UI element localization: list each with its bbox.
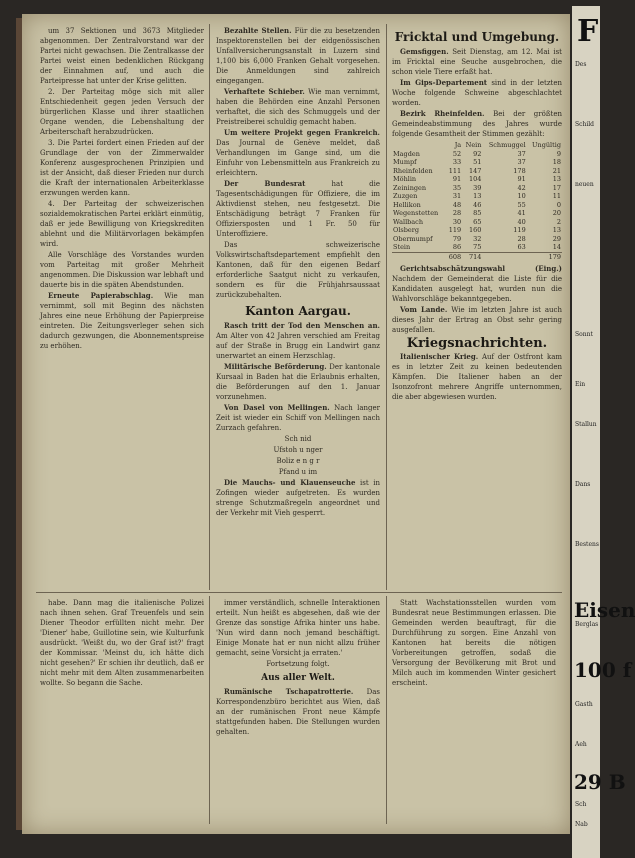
adjacent-text-line: Bestens	[575, 541, 599, 548]
adjacent-text-line: Aeh	[575, 741, 587, 748]
adjacent-text-line: Sch	[575, 801, 587, 808]
table-cell: 10	[517, 192, 526, 200]
table-header: Schmuggel	[488, 141, 526, 149]
news-item-heading: Militärische Beförderung.	[224, 362, 327, 371]
news-item	[392, 47, 562, 77]
table-header: Ja	[454, 141, 462, 149]
table-row	[392, 218, 562, 227]
table-cell: 30	[452, 217, 462, 226]
table-cell: 51	[473, 158, 482, 166]
news-item-heading: Italienischer Krieg.	[400, 352, 479, 361]
table-cell: 86	[452, 243, 462, 251]
adjacent-ad-heading: 29 B	[574, 770, 626, 794]
table-cell: 119	[513, 226, 526, 234]
table-cell: 28	[452, 209, 462, 217]
news-item-heading: Vom Lande.	[400, 305, 448, 314]
news-item	[392, 109, 562, 139]
table-cell: 91	[517, 175, 526, 183]
news-item-text: ist in Zofingen wieder aufgetreten. Es wurden strenge Schutzmaßregeln angeordnet und der Verkehr mit Vieh gesperrt.	[216, 479, 380, 517]
table-cell: 55	[517, 200, 526, 209]
news-item	[216, 128, 380, 178]
news-item-heading: Um weitere Projekt gegen Frankreich.	[224, 128, 380, 137]
table-cell: 714	[462, 252, 482, 261]
table-cell: Mumpf	[393, 158, 417, 166]
table-cell: 48	[452, 200, 462, 209]
table-cell: 178	[513, 166, 526, 175]
table-cell: 28	[517, 234, 526, 243]
table-cell: 39	[473, 183, 482, 192]
table-cell: 111	[448, 166, 462, 175]
fold-rule	[36, 592, 562, 593]
adjacent-text-line: Dans	[575, 481, 591, 488]
news-item-text: hat die Tagesentschädigungen für Offiziere, die im Aktivdienst stehen, neu festgesetzt. Die Entschädigung beträgt 7 Franken für Offiziersposten und 1 Fr. 50 für Unteroffiziere.	[216, 180, 380, 238]
table-cell: Olsberg	[393, 226, 420, 234]
news-item-text: Der kantonale Kursaal in Baden hat die Erlaubnis erhalten, die Beförderungen auf den 1. Januar vorzunehmen.	[216, 363, 381, 401]
news-item-heading: Die Mauchs- und Klauenseuche	[224, 478, 356, 487]
column-rule	[209, 596, 210, 824]
news-item-heading: Bezirk Rheinfelden.	[400, 109, 485, 118]
table-cell: 13	[473, 192, 482, 200]
news-item	[216, 687, 380, 737]
adjacent-text-line: Gasth	[575, 701, 593, 708]
paragraph: habe. Dann mag die italienische Polizei nach ihnen sehen. Graf Treuenfels und sein Diener Theodor erfüllten nicht mehr. Der 'Diener' habe, Guillotine sein, wie Kulturfunk ausdrückt. 'Weißt du, wo der Graf ist?' fragt der Kommissar. 'Meinst du, ich hätte dich nicht gesehen?' Er schien ihr deutlich, daß er nicht mehr mit dem Alten zusammenarbeiten wollte. So begann die Sache.	[40, 599, 204, 687]
table-cell: Zuzgen	[393, 192, 418, 200]
column-rule	[386, 596, 387, 824]
table-cell: Rheinfelden	[393, 166, 433, 175]
table-row	[392, 209, 562, 218]
poem-line: Pfand u im	[278, 468, 318, 476]
adjacent-ad-heading: Eisen	[574, 598, 635, 622]
section-title-world: Aus aller Welt.	[261, 673, 335, 683]
news-item	[216, 362, 380, 402]
news-item	[40, 291, 204, 351]
section-title-war: Kriegsnachrichten.	[406, 336, 548, 351]
table-cell: 11	[552, 192, 561, 200]
table-cell: 29	[552, 234, 561, 243]
news-item-text: Wie man vernimmt, haben die Behörden eine Anzahl Personen verhaftet, die sich des Schmuggels und der Preistreiberei schuldig gemacht haben.	[216, 88, 380, 126]
table-cell: 37	[517, 158, 526, 166]
news-item-text: Das Journal de Genève meldet, daß Verhandlungen im Gange sind, um die Einfuhr von Lebensmitteln aus Frankreich zu erleichtern.	[216, 139, 380, 177]
adjacent-text-line: Ein	[575, 381, 586, 388]
news-item	[216, 240, 380, 300]
table-cell: Wallbach	[393, 217, 424, 226]
news-item-heading: Verhaftete Schieber.	[224, 87, 305, 96]
paragraph: Alle Vorschläge des Vorstandes wurden vom Parteitag mit großer Mehrheit angenommen. Die Diskussion war lebhaft und dauerte bis in die späten Abendstunden.	[40, 251, 204, 289]
adjacent-text-line: neuen	[575, 181, 594, 188]
news-item-heading: Bezahlte Stellen.	[224, 26, 292, 35]
news-item	[216, 403, 380, 433]
table-cell: 37	[517, 149, 526, 158]
table-row	[392, 167, 562, 176]
column-2	[216, 26, 380, 586]
table-cell: Wegenstetten	[393, 209, 439, 217]
table-cell: 9	[556, 149, 561, 158]
table-cell: 21	[552, 166, 561, 175]
news-item	[216, 87, 380, 127]
table-row	[392, 158, 562, 167]
feuilleton-column-1	[40, 598, 204, 824]
news-item-heading: Erneute Papierabschlag.	[48, 291, 154, 300]
column-3	[392, 26, 562, 586]
table-cell: 33	[452, 158, 462, 166]
news-item	[216, 321, 380, 361]
poem-line: Sch nid	[284, 435, 312, 443]
column-rule	[386, 24, 387, 590]
table-cell: 608	[446, 252, 462, 261]
paragraph: Statt Wachstationsstellen wurden vom Bundesrat neue Bestimmungen erlassen. Die Gemeinden werden beauftragt, für die Durchführung zu sorgen. Eine Anzahl von Kantonen hat bereits die nötigen Vorbereitungen getroffen, sodaß die Versorgung der Bevölkerung mit Brot und Milch auch im kommenden Winter gesichert erscheint.	[392, 599, 556, 687]
news-item	[392, 352, 562, 402]
table-header-row	[392, 141, 562, 150]
news-item-text: Das Korrespondenzbüro berichtet aus Wien, daß an der rumänischen Front neue Kämpfe stattgefunden haben. Die Stellungen wurden gehalten.	[216, 688, 380, 736]
table-cell: 52	[452, 149, 462, 158]
news-item-text: Am Alter von 42 Jahren verschied am Freitag auf der Straße in Brugg ein Landwirt ganz unerwartet an einem Herzschlag.	[216, 332, 380, 360]
paragraph: immer verständlich, schnelle Interaktionen erteilt. Nun heißt es abgesehen, daß wie der Grenze das sonstige Afrika hinter uns habe. 'Nun wird dann noch jemand beschäftigt. Einige Monate hat er nun nicht allzu früher gemacht, seine Vorsicht ja erraten.'	[216, 599, 380, 657]
news-item-heading: Rasch tritt der Tod den Menschen an.	[224, 321, 380, 330]
paragraph: 4. Der Parteitag der schweizerischen sozialdemokratischen Partei erklärt einmütig, daß er jede Bewilligung von Kriegskrediten ablehnt und die Militärvorlagen bekämpfen wird.	[40, 200, 204, 248]
table-row	[392, 192, 562, 201]
table-cell: Möhlin	[393, 175, 417, 183]
table-cell: Obermumpf	[393, 234, 433, 243]
adjacent-text-line: Nab	[575, 821, 588, 828]
poem-line: Boliz e n g r	[276, 457, 320, 465]
news-item-text: Wie man vernimmt, soll mit Beginn des nächsten Jahres eine neue Erhöhung der Papierpreise eintreten. Die Zeitungsverleger sehen sich dadurch gezwungen, die Abonnementspreise zu erhöhen.	[40, 292, 205, 350]
feuilleton-column-2	[216, 598, 380, 824]
table-cell: 85	[473, 209, 482, 217]
news-item-text: Wie im letzten Jahre ist auch dieses Jahr der Ertrag an Obst sehr gering ausgefallen.	[392, 306, 562, 334]
table-header	[392, 141, 446, 150]
adjacent-text-line: Stallun	[575, 421, 597, 428]
table-row	[392, 184, 562, 193]
table-cell: 92	[473, 149, 482, 158]
table-row	[392, 150, 562, 159]
table-header: Nein	[465, 141, 482, 149]
adjacent-text-line: Berglas	[575, 621, 599, 628]
table-header: Ungültig	[532, 141, 561, 149]
table-cell: 32	[473, 234, 482, 243]
table-row	[392, 243, 562, 252]
news-item-text: Bei der größten Gemeindeabstimmung des Jahres wurde folgende Gesamtheit der Stimmen gezählt:	[392, 110, 562, 138]
news-item-heading: Von Dasel von Mellingen.	[224, 403, 330, 412]
table-cell: 41	[517, 209, 526, 217]
section-title-aargau: Kanton Aargau.	[245, 304, 351, 318]
news-item-text: Nach langer Zeit ist wieder ein Schiff von Mellingen nach Zurzach gefahren.	[216, 404, 380, 432]
news-item-text: Für die zu besetzenden Inspektorenstellen bei der eidgenössischen Unfallversicherungsanstalt in Luzern sind 1,100 bis 6,000 Franken Gehalt vorgesehen. Die Anmeldungen sind zahlreich eingegangen.	[216, 27, 381, 85]
table-cell: 63	[517, 243, 526, 251]
table-cell	[482, 252, 526, 261]
news-item	[392, 305, 562, 335]
news-item	[216, 478, 380, 518]
table-cell: 0	[556, 200, 561, 209]
table-cell	[392, 252, 446, 261]
table-cell: 119	[448, 226, 462, 234]
table-cell: 13	[552, 175, 561, 183]
table-cell: 13	[552, 226, 561, 234]
table-cell: 46	[473, 200, 482, 209]
table-cell: 35	[452, 183, 462, 192]
feuilleton-column-3	[392, 598, 556, 824]
table-cell: 79	[452, 234, 462, 243]
table-total-row	[392, 252, 562, 261]
news-item-heading: Rumänische Tschapatrotterie.	[224, 687, 354, 696]
table-row	[392, 175, 562, 184]
table-cell: Hellikon	[393, 200, 421, 209]
table-cell: Zeiningen	[393, 183, 427, 192]
table-cell: 2	[556, 217, 561, 226]
news-item	[392, 78, 562, 108]
news-item-heading: Gemsfiggen.	[400, 47, 449, 56]
news-item-text: sind in der letzten Woche folgende Schweine abgeschlachtet worden.	[392, 79, 562, 107]
news-item	[392, 264, 562, 304]
table-cell: Stein	[393, 243, 411, 251]
poem-line: Ufstoh u nger	[273, 446, 323, 454]
news-item-heading: Im Gips-Departement	[400, 78, 488, 87]
news-item-text: Das schweizerische Volkswirtschaftsdepartement empfiehlt den Kantonen, daß für den eigenen Bedarf erforderliche Saatgut nicht zu verkaufen, sondern es für die Frühjahrsaussaat zurückzubehalten.	[216, 241, 380, 299]
paragraph: 2. Der Parteitag möge sich mit aller Entschiedenheit gegen jeden Versuch der bürgerlichen Klasse und ihrer staatlichen Organe wenden, die Lebenshaltung der Arbeiterschaft herabzudrücken.	[40, 88, 204, 136]
table-cell: 31	[452, 192, 462, 200]
table-cell: 147	[469, 166, 482, 175]
news-item	[216, 179, 380, 239]
continuation-note: Fortsetzung folgt.	[266, 660, 330, 668]
news-item	[216, 26, 380, 86]
table-cell: 160	[469, 226, 482, 234]
table-row	[392, 201, 562, 210]
table-cell: 40	[517, 217, 526, 226]
news-item-heading: Gerichtsabschätzungswahl (Eing.)	[400, 264, 562, 273]
table-row	[392, 235, 562, 244]
table-cell: 17	[552, 183, 561, 192]
table-cell: 65	[473, 217, 482, 226]
column-rule	[209, 24, 210, 590]
adjacent-text-line: Sonnt	[575, 331, 593, 338]
table-cell: 20	[552, 209, 561, 217]
paragraph: um 37 Sektionen und 3673 Mitglieder abgenommen. Der Zentralvorstand war der Partei nicht gewachsen. Die Zentralkasse der Partei weist einen bedenklichen Rückgang der Einnahmen auf, und auch die Parteipresse hat unter der Krise gelitten.	[40, 27, 204, 85]
table-cell: 91	[452, 175, 462, 183]
adjacent-masthead: F	[577, 14, 599, 49]
adjacent-ad-heading: 100 f	[574, 658, 632, 682]
table-cell: 179	[527, 252, 562, 261]
news-item-text: Seit Dienstag, am 12. Mai ist im Fricktal eine Seuche ausgebrochen, die schon viele Tiere erfaßt hat.	[392, 48, 562, 76]
adjacent-text-line: Schild	[575, 121, 595, 128]
news-item-heading: Der Bundesrat	[224, 179, 306, 188]
news-item-text: Nachdem der Gemeinderat die Liste für die Kandidaten ausgelegt hat, wurden nun die Wahlvorschläge bekanntgegeben.	[392, 275, 562, 303]
table-cell: Magden	[393, 149, 420, 158]
section-title-fricktal: Fricktal und Umgebung.	[394, 30, 560, 44]
vote-table	[392, 141, 562, 261]
adjacent-text-line: Des	[575, 61, 587, 68]
table-cell: 75	[473, 243, 482, 251]
table-cell: 42	[517, 183, 526, 192]
table-cell: 14	[552, 243, 561, 251]
table-cell: 104	[469, 175, 482, 183]
news-item-text: Auf der Ostfront kam es in letzter Zeit zu keinen bedeutenden Kämpfen. Die Italiener haben an der Isonzofront mehrere Angriffe unternommen, die aber abgewiesen wurden.	[392, 353, 563, 401]
paragraph: 3. Die Partei fordert einen Frieden auf der Grundlage der von der Zimmerwalder Konferenz ausgesprochenen Prinzipien und ist der Ansicht, daß dieser Frieden nur durch die Kraft der internationalen Arbeiterklasse erzwungen werden kann.	[40, 139, 204, 197]
table-row	[392, 226, 562, 235]
column-1	[40, 26, 204, 586]
table-cell: 18	[552, 158, 561, 166]
